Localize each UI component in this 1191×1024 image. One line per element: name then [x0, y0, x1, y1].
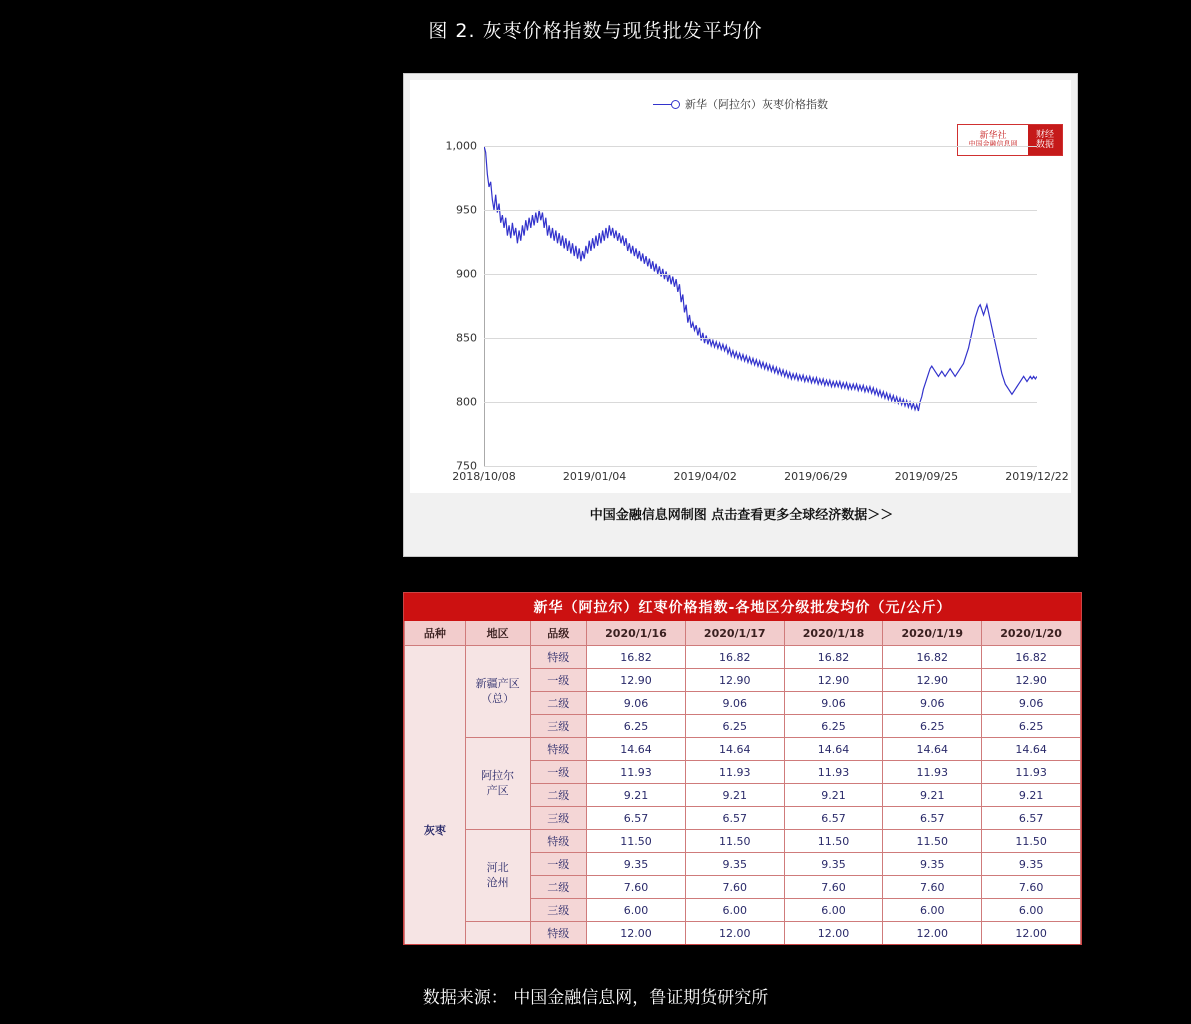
table-cell-region: 新疆产区 （总） [465, 646, 530, 738]
table-cell-price: 16.82 [784, 646, 883, 669]
price-table [404, 593, 1081, 945]
x-tick-label: 2018/10/08 [452, 470, 516, 483]
table-cell-grade: 特级 [530, 738, 587, 761]
table-cell-price: 9.35 [587, 853, 686, 876]
grid-line [484, 210, 1037, 211]
table-cell-price: 9.21 [587, 784, 686, 807]
brand-right1: 财经 [1035, 129, 1054, 140]
x-tick-label: 2019/01/04 [562, 470, 627, 483]
table-cell-price: 16.82 [883, 646, 982, 669]
table-row [405, 646, 1081, 669]
grid-line [484, 402, 1037, 403]
table-cell-price: 11.93 [587, 761, 686, 784]
chart-plot-area [410, 80, 1071, 493]
table-cell-price [685, 945, 784, 946]
table-cell-price: 7.60 [883, 876, 982, 899]
table-cell-price [587, 945, 686, 946]
chart-credit: 中国金融信息网制图 点击查看更多全球经济数据＞＞ [589, 508, 894, 523]
table-cell-price: 14.64 [784, 738, 883, 761]
table-cell-grade: 一级 [530, 853, 587, 876]
table-cell-price: 6.25 [784, 715, 883, 738]
table-cell-price: 6.57 [784, 807, 883, 830]
table-cell-grade: 特级 [530, 922, 587, 945]
table-cell-price: 12.90 [784, 669, 883, 692]
table-cell-price: 11.93 [685, 761, 784, 784]
table-cell-grade: 三级 [530, 807, 587, 830]
table-cell-price: 7.60 [982, 876, 1081, 899]
table-cell-price: 11.50 [784, 830, 883, 853]
table-body [405, 646, 1081, 946]
x-tick-label: 2019/09/25 [894, 470, 959, 483]
table-cell-price: 6.00 [685, 899, 784, 922]
table-cell-grade: 一级 [530, 669, 587, 692]
table-cell-price: 9.06 [685, 692, 784, 715]
table-cell-region: 河北 沧州 [465, 830, 530, 922]
table-cell-price: 6.00 [587, 899, 686, 922]
price-table-card [403, 592, 1082, 945]
table-cell-price: 9.35 [784, 853, 883, 876]
table-cell-price: 12.00 [685, 922, 784, 945]
y-tick-label: 800 [456, 395, 477, 409]
legend-label: 新华（阿拉尔）灰枣价格指数 [685, 98, 828, 111]
table-cell-region: 阿拉尔 产区 [465, 738, 530, 830]
table-cell-price: 12.90 [587, 669, 686, 692]
table-cell-price: 7.60 [685, 876, 784, 899]
table-cell-price: 6.57 [883, 807, 982, 830]
table-cell-price: 9.21 [982, 784, 1081, 807]
table-cell-price: 6.25 [587, 715, 686, 738]
table-cell-grade [530, 945, 587, 946]
table-column-header: 2020/1/19 [883, 621, 982, 646]
table-cell-price: 9.35 [685, 853, 784, 876]
table-cell-price: 11.93 [883, 761, 982, 784]
table-row [405, 738, 1081, 761]
table-cell-price: 14.64 [685, 738, 784, 761]
table-cell-price: 16.82 [685, 646, 784, 669]
table-row [405, 830, 1081, 853]
table-cell-price: 6.57 [587, 807, 686, 830]
y-tick-label: 950 [456, 203, 477, 217]
table-cell-price: 9.21 [784, 784, 883, 807]
y-tick-label: 1,000 [445, 139, 477, 153]
table-cell-price: 16.82 [587, 646, 686, 669]
table-cell-price: 7.60 [587, 876, 686, 899]
x-tick-label: 2019/06/29 [784, 470, 848, 483]
table-title: 新华（阿拉尔）红枣价格指数-各地区分级批发均价（元/公斤） [405, 594, 1081, 621]
x-tick-label: 2019/04/02 [673, 470, 737, 483]
table-column-header: 2020/1/16 [587, 621, 686, 646]
table-cell-price: 9.06 [784, 692, 883, 715]
table-cell-variety: 灰枣 [405, 646, 466, 946]
table-cell-price: 9.06 [883, 692, 982, 715]
grid-line [484, 146, 1037, 147]
table-cell-grade: 特级 [530, 646, 587, 669]
table-row [405, 922, 1081, 945]
table-cell-region [465, 922, 530, 946]
page-title: 图 2. 灰枣价格指数与现货批发平均价 [428, 20, 763, 42]
table-cell-price: 12.00 [587, 922, 686, 945]
table-cell-price: 6.00 [883, 899, 982, 922]
table-column-header: 2020/1/17 [685, 621, 784, 646]
table-cell-price [784, 945, 883, 946]
table-cell-price: 12.90 [982, 669, 1081, 692]
table-cell-price: 9.21 [685, 784, 784, 807]
table-cell-price: 11.93 [784, 761, 883, 784]
source-note: 数据来源： 中国金融信息网，鲁证期货研究所 [422, 988, 769, 1008]
table-cell-price: 7.60 [784, 876, 883, 899]
table-cell-grade: 二级 [530, 692, 587, 715]
table-cell-price: 6.25 [685, 715, 784, 738]
table-cell-grade: 三级 [530, 715, 587, 738]
table-cell-price: 12.00 [883, 922, 982, 945]
table-cell-price: 11.50 [982, 830, 1081, 853]
table-cell-price [982, 945, 1081, 946]
table-cell-price: 12.90 [883, 669, 982, 692]
y-tick-label: 850 [456, 331, 477, 345]
table-column-header: 品级 [530, 621, 587, 646]
table-cell-price: 12.90 [685, 669, 784, 692]
table-cell-price: 12.00 [982, 922, 1081, 945]
table-cell-grade: 二级 [530, 876, 587, 899]
chart-legend [410, 96, 1071, 112]
table-column-header: 品种 [405, 621, 466, 646]
table-cell-price: 9.35 [883, 853, 982, 876]
table-cell-price: 6.25 [982, 715, 1081, 738]
table-cell-price: 6.00 [784, 899, 883, 922]
chart-series-svg [484, 146, 1037, 466]
table-column-header: 2020/1/18 [784, 621, 883, 646]
table-title-row [405, 594, 1081, 621]
table-cell-price: 11.50 [587, 830, 686, 853]
table-column-header: 地区 [465, 621, 530, 646]
table-cell-price: 6.25 [883, 715, 982, 738]
table-cell-grade: 一级 [530, 761, 587, 784]
table-cell-price: 6.00 [982, 899, 1081, 922]
brand-line1: 新华社 [979, 130, 1007, 141]
table-cell-price: 6.57 [982, 807, 1081, 830]
grid-line [484, 338, 1037, 339]
brand-right2: 数据 [1035, 139, 1054, 149]
y-tick-label: 750 [456, 459, 477, 473]
table-cell-price: 11.93 [982, 761, 1081, 784]
table-cell-price: 14.64 [883, 738, 982, 761]
table-cell-grade: 特级 [530, 830, 587, 853]
x-tick-label: 2019/12/22 [1005, 470, 1069, 483]
table-cell-price: 16.82 [982, 646, 1081, 669]
table-cell-price: 11.50 [883, 830, 982, 853]
table-cell-price: 9.35 [982, 853, 1081, 876]
table-cell-price: 6.57 [685, 807, 784, 830]
brand-line2: 中国金融信息网 [968, 141, 1018, 149]
table-cell-price [883, 945, 982, 946]
chart-card [403, 73, 1078, 557]
table-cell-price: 14.64 [982, 738, 1081, 761]
table-header-row [405, 621, 1081, 646]
y-tick-label: 900 [456, 267, 477, 281]
table-cell-price: 14.64 [587, 738, 686, 761]
table-cell-price: 9.21 [883, 784, 982, 807]
table-cell-price: 9.06 [982, 692, 1081, 715]
table-cell-price: 11.50 [685, 830, 784, 853]
table-cell-price: 12.00 [784, 922, 883, 945]
table-column-header: 2020/1/20 [982, 621, 1081, 646]
table-cell-price: 9.06 [587, 692, 686, 715]
legend-marker-icon [671, 100, 680, 109]
grid-line [484, 274, 1037, 275]
table-cell-grade: 二级 [530, 784, 587, 807]
table-cell-grade: 三级 [530, 899, 587, 922]
